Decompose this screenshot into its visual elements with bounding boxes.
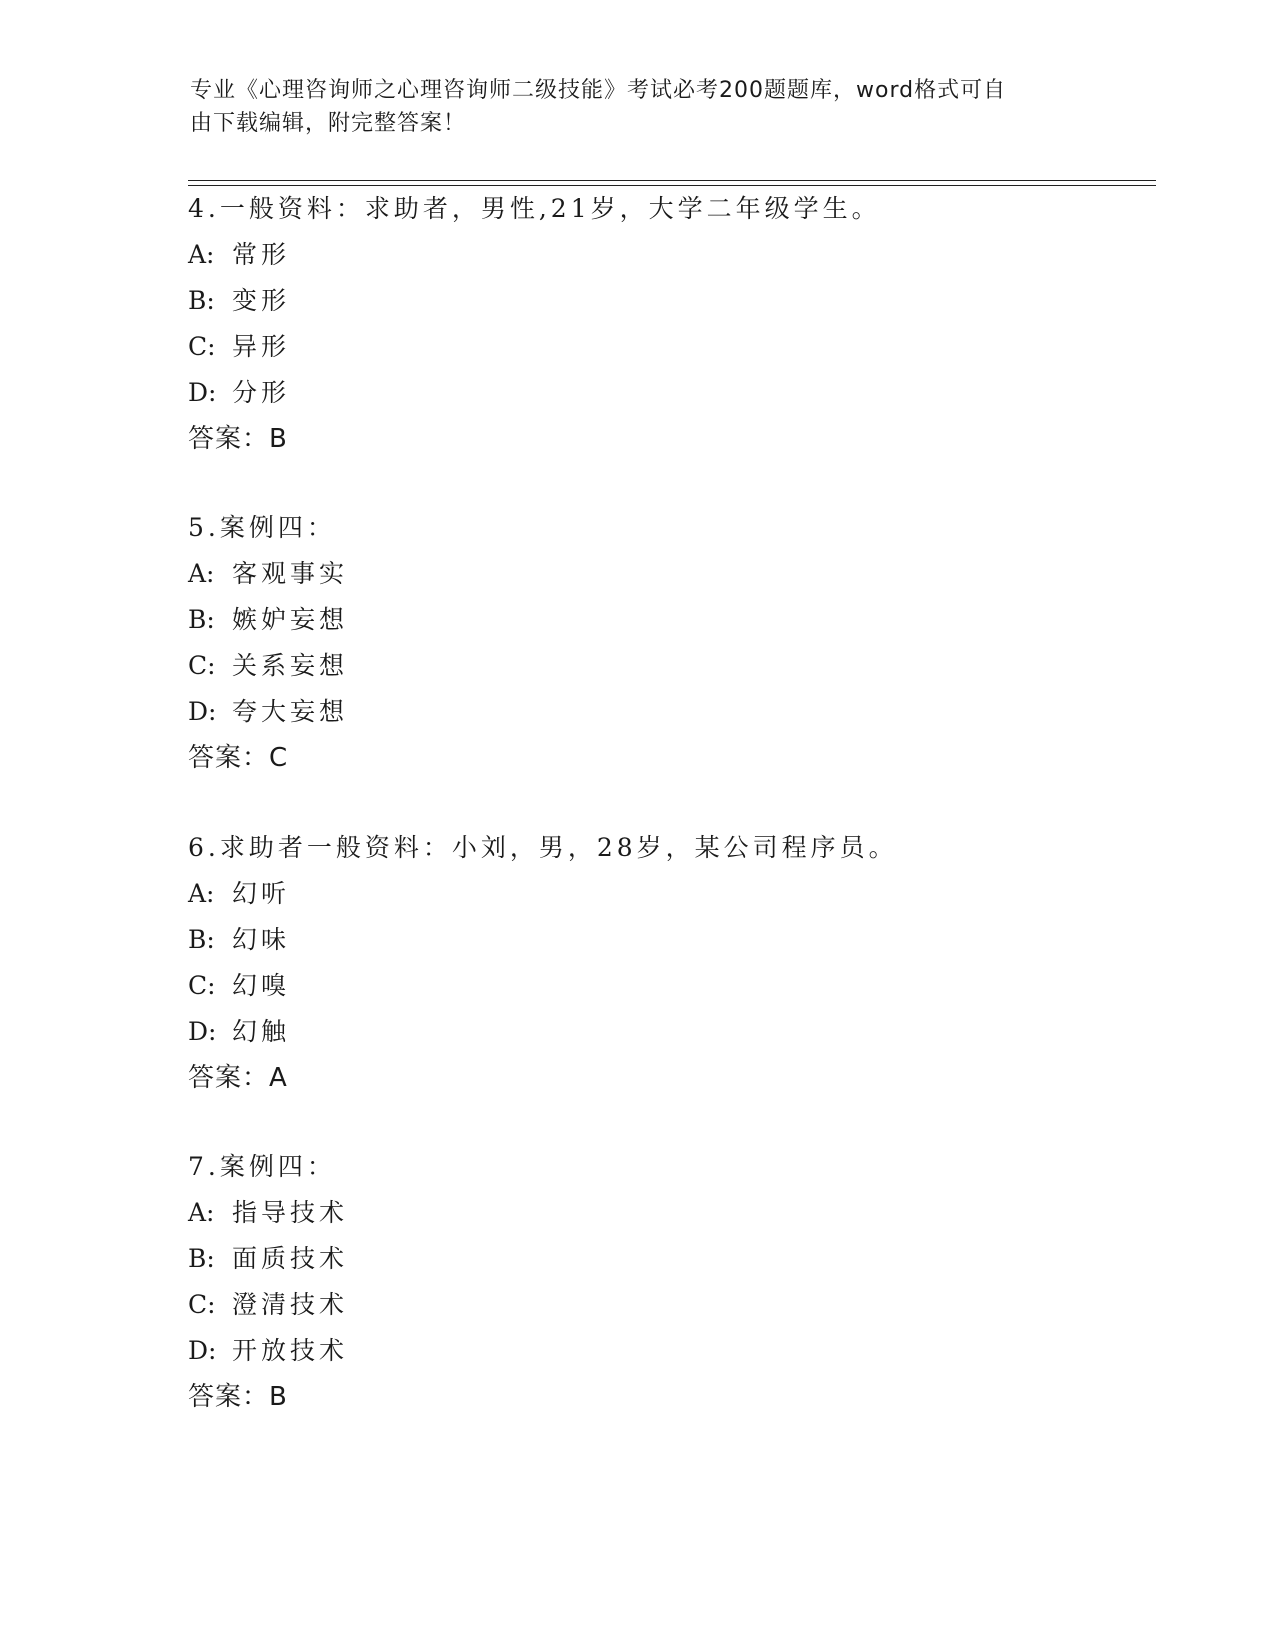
option-letter: A: [188,559,215,588]
option-letter: D: [188,1336,217,1365]
option-text: 幻触 [232,1017,291,1046]
question-title: 7.案例四： [188,1152,336,1181]
option-b [188,597,1148,643]
answer-line: 答案：A [188,1063,288,1093]
option-a [188,1190,1148,1236]
option-b [188,1236,1148,1282]
option-text: 幻味 [232,925,291,954]
option-d [188,689,1148,735]
question-block [188,825,1148,1101]
option-letter: D: [188,697,217,726]
option-b [188,278,1148,324]
option-letter: C: [188,651,216,680]
option-text: 夸大妄想 [232,697,349,726]
answer-line: 答案：B [188,1382,288,1412]
option-letter: A: [188,1198,215,1227]
answer-line: 答案：B [188,424,288,454]
document-header [190,74,1070,140]
question-title: 5.案例四： [188,513,336,542]
option-a [188,551,1148,597]
header-line-2: 由下载编辑，附完整答案！ [190,111,467,136]
header-line-1: 专业《心理咨询师之心理咨询师二级技能》考试必考200题题库，word格式可自 [190,78,1007,103]
option-d [188,370,1148,416]
option-text: 幻嗅 [232,971,291,1000]
question-title: 6.求助者一般资料：小刘，男，28岁，某公司程序员。 [188,833,898,862]
option-a [188,871,1148,917]
option-c [188,643,1148,689]
option-letter: A: [188,240,215,269]
answer-line: 答案：C [188,743,289,773]
option-c [188,324,1148,370]
option-text: 客观事实 [232,559,349,588]
option-text: 常形 [232,240,291,269]
option-letter: A: [188,879,215,908]
option-text: 关系妄想 [232,651,349,680]
option-text: 开放技术 [232,1336,349,1365]
option-b [188,917,1148,963]
option-text: 嫉妒妄想 [232,605,349,634]
question-block [188,186,1148,462]
option-c [188,1282,1148,1328]
option-text: 幻听 [232,879,291,908]
option-d [188,1328,1148,1374]
option-letter: B: [188,605,215,634]
question-block [188,1144,1148,1420]
option-letter: D: [188,378,217,407]
option-letter: B: [188,286,215,315]
option-text: 分形 [232,378,291,407]
option-letter: C: [188,971,216,1000]
option-d [188,1009,1148,1055]
header-divider-top [188,180,1156,181]
option-letter: D: [188,1017,217,1046]
option-letter: C: [188,332,216,361]
option-letter: B: [188,925,215,954]
option-text: 指导技术 [232,1198,349,1227]
option-letter: C: [188,1290,216,1319]
option-text: 异形 [232,332,291,361]
option-text: 变形 [232,286,291,315]
option-letter: B: [188,1244,215,1273]
question-title: 4.一般资料：求助者，男性,21岁，大学二年级学生。 [188,194,881,223]
option-text: 澄清技术 [232,1290,349,1319]
option-text: 面质技术 [232,1244,349,1273]
question-block [188,505,1148,781]
option-a [188,232,1148,278]
option-c [188,963,1148,1009]
